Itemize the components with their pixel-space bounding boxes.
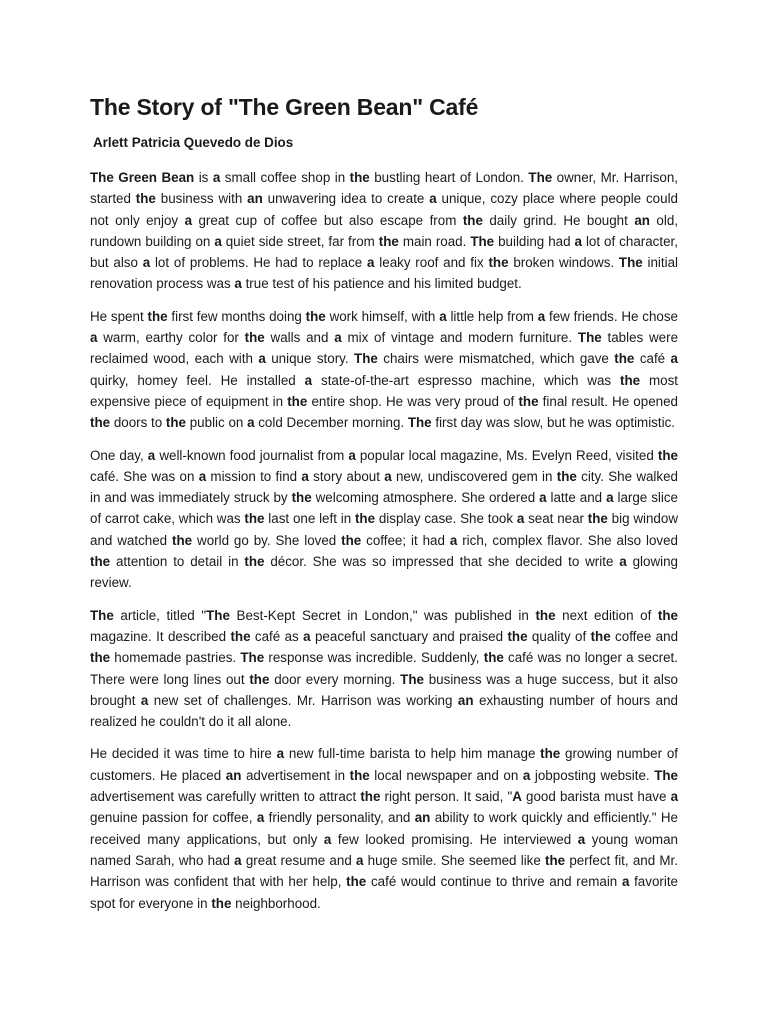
bold-word: a [367,255,375,271]
text-run: right person. It said, " [380,789,513,805]
bold-word: a [621,874,630,890]
text-run: chairs were mismatched, which gave [377,351,615,367]
text-run: latte and [546,490,607,506]
text-run: jobposting website. [530,767,655,783]
text-run: coffee; it had [361,532,450,548]
bold-word: a [234,276,242,292]
bold-word: the [341,532,362,548]
bold-word: the [587,511,608,527]
text-run: café. She was on [90,447,682,484]
bold-word: the [518,393,539,409]
bold-word: a [256,810,265,826]
text-run: world go by. She loved [192,532,342,548]
text-run: large slice of carrot cake, which was [90,490,682,527]
bold-word: a [147,447,156,463]
bold-word: a [234,852,242,868]
text-run: first few months doing [167,308,306,324]
text-run: new set of challenges. Mr. Harrison was working [148,692,458,708]
bold-word: the [165,415,187,431]
bold-word: the [249,671,270,687]
bold-word: the [545,852,566,868]
text-run: good barista must have [521,789,671,805]
body-paragraph [90,167,682,295]
bold-word: The [407,415,432,431]
text-run: unique, cozy place where people could not only enjoy [90,191,682,228]
text-run: most expensive piece of equipment in [90,372,682,409]
bold-word: a [348,447,356,463]
bold-word: a [537,308,546,324]
text-run: old, rundown building on [90,212,682,249]
bold-word: The [90,607,114,623]
bold-word: the [483,650,504,666]
text-run: ability to work quickly and efficiently." He received many applications, but only [90,810,682,847]
bold-word: the [360,789,381,805]
bold-word: a [522,767,531,783]
bold-word: the [346,874,367,890]
bold-word: a [574,233,582,249]
bold-word: a [214,233,222,249]
bold-word: the [305,308,326,324]
text-run: building had [494,233,575,249]
text-run: first day was slow, but he was optimistic. [431,415,675,431]
text-run: new, undiscovered gem in [391,468,557,484]
bold-word: The [354,351,378,367]
bold-word: the [90,650,111,666]
bold-word: the [540,746,561,762]
bold-word: The Green Bean [90,170,195,185]
bold-word: the [507,628,528,644]
bold-word: an [414,810,431,826]
bold-word: a [577,831,586,847]
text-run: lot of character, but also [90,233,682,271]
bold-word: a [355,852,364,868]
bold-word: a [670,789,679,805]
bold-word: the [135,191,156,207]
bold-word: a [258,351,266,367]
text-run: cold December morning. [254,415,408,431]
bold-word: The [654,767,678,783]
text-run: little help from [446,308,538,324]
text-run: He decided it was time to hire [90,746,277,762]
bold-word: a [247,415,255,431]
bold-word: a [303,628,311,644]
text-run: neighborhood. [231,895,321,911]
bold-word: a [198,468,207,484]
bold-word: The [206,607,230,623]
bold-word: the [349,170,370,185]
text-run: favorite spot for everyone in [90,874,682,911]
bold-word: a [323,831,332,847]
text-run: popular local magazine, Ms. Evelyn Reed, visited [355,447,658,463]
text-run: unwavering idea to create [262,191,430,207]
bold-word: The [577,330,602,346]
text-run: café was no longer a secret. There were long lines out [90,650,682,687]
bold-word: an [247,191,263,207]
bold-word: the [172,532,193,548]
text-run: décor. She was so impressed that she decided to write [264,554,620,570]
text-run: exhausting number of hours and realized he couldn't do it all alone. [90,692,682,730]
text-run: few looked promising. He interviewed [331,831,578,847]
text-run: growing number of customers. He placed [90,746,682,783]
text-run: genuine passion for coffee, [90,789,682,826]
text-run: unique story. [265,351,355,367]
text-run: state-of-the-art espresso machine, which was [312,372,620,388]
bold-word: the [211,895,232,911]
text-run: city. She walked in and was immediately struck by [90,468,682,506]
bold-word: the [90,554,111,570]
bold-word: The [528,170,553,185]
text-run: coffee and [610,628,682,644]
text-run: owner, Mr. Harrison, started [90,170,682,207]
text-run: great resume and [241,852,356,868]
bold-word: the [488,255,509,271]
text-run: Best-Kept Secret in London," was published in [229,607,536,623]
text-run: true test of his patience and his limited budget. [241,276,522,292]
bold-word: a [334,330,342,346]
text-run: advertisement in [241,767,350,783]
text-run: friendly personality, and [264,810,415,826]
bold-word: the [535,607,556,623]
bold-word: The [400,671,424,687]
bold-word: the [657,607,678,623]
bold-word: a [606,490,614,506]
bold-word: a [429,191,437,207]
text-run: huge smile. She seemed like [363,852,546,868]
text-run: lot of problems. He had to replace [150,255,368,271]
body-paragraph [90,743,682,913]
text-run: local newspaper and on [369,767,523,783]
text-run: perfect fit, and Mr. Harrison was confident that with her help, [90,852,682,890]
bold-word: the [244,554,265,570]
text-run: advertisement was carefully written to attract [90,767,682,805]
text-run: magazine. It described [90,607,682,644]
document-title: The Story of "The Green Bean" Café [90,94,479,120]
text-run: café as [250,628,304,644]
text-run: last one left in [264,511,355,527]
bold-word: The [618,255,643,271]
text-run: article, titled " [113,607,207,623]
text-run: small coffee shop in [220,170,350,185]
bold-word: a [539,490,547,506]
bold-word: the [90,415,111,431]
text-run: welcoming atmosphere. She ordered [311,490,540,506]
text-run: public on [186,415,248,431]
bold-word: the [590,628,611,644]
text-run: homemade pastries. [110,650,241,666]
text-run: well-known food journalist from [155,447,349,463]
text-run: initial renovation process was [90,255,682,292]
body-paragraph [90,306,682,434]
bold-word: a [516,511,525,527]
text-run: story about [308,468,385,484]
bold-word: an [634,212,650,228]
text-run: business was a huge success, but it also brought [90,671,682,708]
text-run: work himself, with [325,308,440,324]
bold-word: the [556,468,577,484]
text-run: broken windows. [508,255,619,271]
text-run: walls and [264,330,335,346]
bold-word: a [90,330,98,346]
text-run: business with [155,191,248,207]
bold-word: a [304,372,313,388]
bold-word: the [657,447,678,463]
text-run: mission to find [206,468,302,484]
bold-word: the [462,212,483,228]
text-run: attention to detail in [110,554,245,570]
text-run: glowing review. [90,554,682,591]
bold-word: a [184,212,193,228]
bold-word: a [212,170,221,185]
text-run: final result. He opened [538,393,682,409]
text-run: big window and watched [90,511,682,548]
bold-word: a [276,746,285,762]
bold-word: the [147,308,168,324]
body-paragraph [90,445,682,594]
bold-word: The [470,233,495,249]
text-run: display case. She took [375,511,517,527]
text-run: One day, [90,447,148,463]
bold-word: a [142,255,151,271]
text-run: new full-time barista to help him manage [284,746,541,762]
bold-word: an [457,692,474,708]
bold-word: the [291,490,312,506]
bold-word: the [244,330,265,346]
text-run: quality of [527,628,591,644]
text-run: café would continue to thrive and remain [366,874,622,890]
bold-word: a [140,692,149,708]
text-run: mix of vintage and modern furniture. [341,330,578,346]
bold-word: the [620,372,641,388]
text-run: response was incredible. Suddenly, [264,650,484,666]
text-run: leaky roof and fix [374,255,489,271]
bold-word: The [240,650,265,666]
bold-word: a [619,554,627,570]
text-run: peaceful sanctuary and praised [310,628,508,644]
bold-word: the [354,511,376,527]
text-run: daily grind. He bought [482,212,635,228]
text-run: café [634,351,671,367]
bold-word: a [384,468,392,484]
document-body [90,167,682,914]
text-run: next edition of [555,607,658,623]
text-run: warm, earthy color for [97,330,245,346]
text-run: young woman named Sarah, who had [90,831,682,868]
bold-word: the [244,511,265,527]
text-run: doors to [110,415,166,431]
text-run: main road. [398,233,471,249]
text-run: door every morning. [269,671,401,687]
body-paragraph [90,605,682,733]
bold-word: a [439,308,447,324]
text-run: quiet side street, far from [221,233,379,249]
bold-word: a [301,468,309,484]
text-run: is [194,170,213,185]
bold-word: the [349,767,370,783]
text-run: quirky, homey feel. He installed [90,351,682,388]
bold-word: A [512,789,522,805]
bold-word: an [225,767,242,783]
text-run: tables were reclaimed wood, each with [90,330,682,367]
bold-word: a [449,532,458,548]
text-run: great cup of coffee but also escape from [192,212,463,228]
text-run: few friends. He chose [545,308,682,324]
bold-word: the [230,628,251,644]
author-name: Arlett Patricia Quevedo de Dios [93,135,294,150]
text-run: entire shop. He was very proud of [307,393,519,409]
text-run: bustling heart of London. [369,170,529,185]
text-run: seat near [524,511,588,527]
bold-word: the [614,351,635,367]
bold-word: the [378,233,399,249]
text-run: He spent [90,308,148,324]
bold-word: a [670,351,678,367]
text-run: rich, complex flavor. She also loved [457,532,682,548]
bold-word: the [287,393,308,409]
